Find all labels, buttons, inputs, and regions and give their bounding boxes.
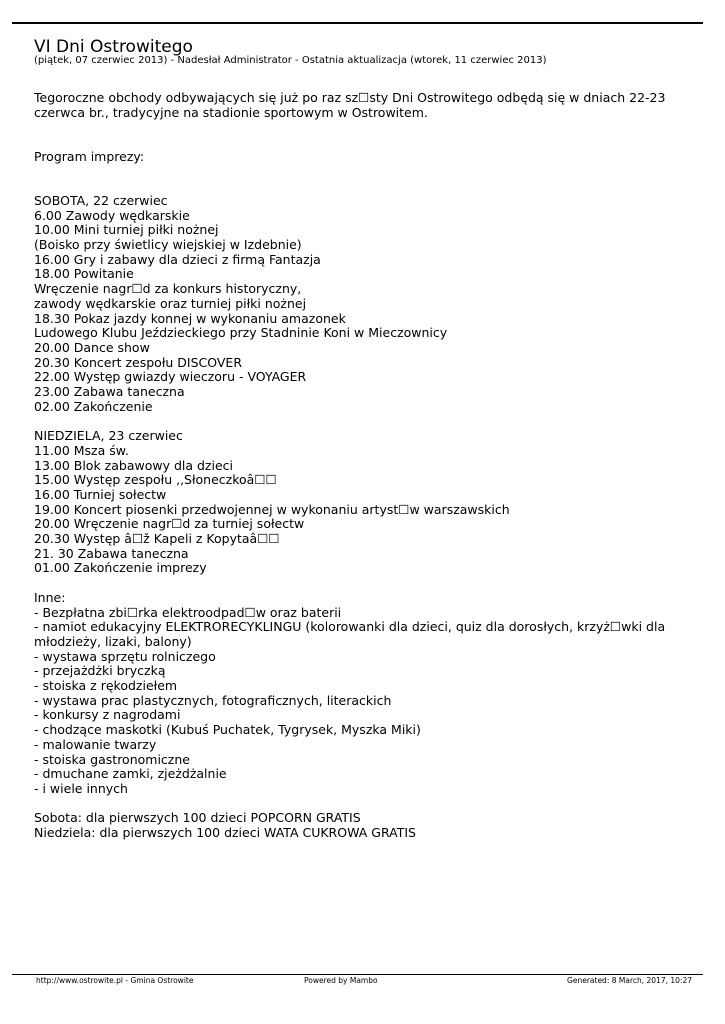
saturday-heading: SOBOTA, 22 czerwiec bbox=[34, 192, 168, 208]
schedule-item: 21. 30 Zabawa taneczna bbox=[34, 545, 189, 561]
list-item: - wystawa prac plastycznych, fotograficznych, literackich bbox=[34, 692, 392, 708]
list-item: - stoiska gastronomiczne bbox=[34, 751, 190, 767]
footer-powered-by: Powered by Mambo bbox=[304, 976, 378, 985]
schedule-item: 02.00 Zakończenie bbox=[34, 398, 153, 414]
schedule-item: Wręczenie nagr☐d za konkurs historyczny, bbox=[34, 281, 302, 297]
article-title: VI Dni Ostrowitego bbox=[34, 37, 193, 57]
schedule-item: 15.00 Występ zespołu ,,Słoneczkoâ☐☐ bbox=[34, 472, 277, 488]
top-divider bbox=[12, 22, 703, 24]
list-item: - namiot edukacyjny ELEKTRORECYKLINGU (kolorowanki dla dzieci, quiz dla dorosłych, krzyż☐wki dla młodzieży, lizaki, balony) bbox=[34, 619, 666, 649]
footer-site-url: http://www.ostrowite.pl - Gmina Ostrowite bbox=[36, 976, 194, 985]
list-item: - konkursy z nagrodami bbox=[34, 707, 181, 723]
schedule-item: 11.00 Msza św. bbox=[34, 442, 129, 458]
schedule-item: 23.00 Zabawa taneczna bbox=[34, 384, 185, 400]
other-heading: Inne: bbox=[34, 589, 66, 605]
schedule-item: 20.00 Dance show bbox=[34, 339, 150, 355]
spacer bbox=[34, 797, 684, 812]
list-item: - dmuchane zamki, zjeżdżalnie bbox=[34, 766, 227, 782]
sunday-promo: Niedziela: dla pierwszych 100 dzieci WATA CUKROWA GRATIS bbox=[34, 825, 416, 841]
saturday-schedule bbox=[34, 209, 684, 415]
schedule-item: 13.00 Blok zabawowy dla dzieci bbox=[34, 457, 233, 473]
saturday-promo: Sobota: dla pierwszych 100 dzieci POPCORN GRATIS bbox=[34, 810, 361, 826]
schedule-item: 16.00 Turniej sołectw bbox=[34, 486, 167, 502]
schedule-item: 01.00 Zakończenie imprezy bbox=[34, 560, 207, 576]
list-item: - stoiska z rękodziełem bbox=[34, 678, 178, 694]
spacer bbox=[34, 165, 684, 194]
schedule-item: 16.00 Gry i zabawy dla dzieci z firmą Fantazja bbox=[34, 251, 321, 267]
list-item: - chodzące maskotki (Kubuś Puchatek, Tygrysek, Myszka Miki) bbox=[34, 722, 421, 738]
other-attractions bbox=[34, 606, 684, 797]
article-body bbox=[34, 91, 684, 841]
list-item: - Bezpłatna zbi☐rka elektroodpad☐w oraz baterii bbox=[34, 604, 342, 620]
schedule-item: 22.00 Występ gwiazdy wieczoru - VOYAGER bbox=[34, 369, 307, 385]
spacer bbox=[34, 576, 684, 591]
footer-generated: Generated: 8 March, 2017, 10:27 bbox=[567, 976, 692, 985]
article-meta: (piątek, 07 czerwiec 2013) - Nadesłał Administrator - Ostatnia aktualizacja (wtorek, 11 czerwiec 2013) bbox=[34, 55, 547, 66]
list-item: - wystawa sprzętu rolniczego bbox=[34, 648, 216, 664]
bottom-divider bbox=[12, 974, 703, 975]
schedule-item: Ludowego Klubu Jeździeckiego przy Stadninie Koni w Mieczownicy bbox=[34, 325, 448, 341]
sunday-schedule bbox=[34, 444, 684, 576]
schedule-item: 20.30 Występ â☐ž Kapeli z Kopytaâ☐☐ bbox=[34, 531, 280, 547]
spacer bbox=[34, 414, 684, 429]
schedule-item: 18.30 Pokaz jazdy konnej w wykonaniu amazonek bbox=[34, 310, 346, 326]
intro-paragraph: Tegoroczne obchody odbywających się już po raz sz☐sty Dni Ostrowitego odbędą się w dniach 22-23 czerwca br., tradycyjne na stadionie sportowym w Ostrowitem. bbox=[34, 90, 666, 120]
schedule-item: 18.00 Powitanie bbox=[34, 266, 134, 282]
list-item: - malowanie twarzy bbox=[34, 736, 157, 752]
schedule-item: 20.00 Wręczenie nagr☐d za turniej sołectw bbox=[34, 516, 305, 532]
schedule-item: 10.00 Mini turniej piłki nożnej bbox=[34, 222, 219, 238]
schedule-item: (Boisko przy świetlicy wiejskiej w Izdebnie) bbox=[34, 237, 302, 252]
schedule-item: zawody wędkarskie oraz turniej piłki nożnej bbox=[34, 295, 307, 311]
sunday-heading: NIEDZIELA, 23 czerwiec bbox=[34, 428, 183, 444]
list-item: - przejażdżki bryczką bbox=[34, 663, 166, 679]
spacer bbox=[34, 120, 684, 149]
list-item: - i wiele innych bbox=[34, 780, 128, 796]
schedule-item: 20.30 Koncert zespołu DISCOVER bbox=[34, 354, 243, 370]
schedule-item: 19.00 Koncert piosenki przedwojennej w wykonaniu artyst☐w warszawskich bbox=[34, 501, 510, 517]
schedule-item: 6.00 Zawody wędkarskie bbox=[34, 207, 190, 223]
program-heading: Program imprezy: bbox=[34, 148, 145, 164]
